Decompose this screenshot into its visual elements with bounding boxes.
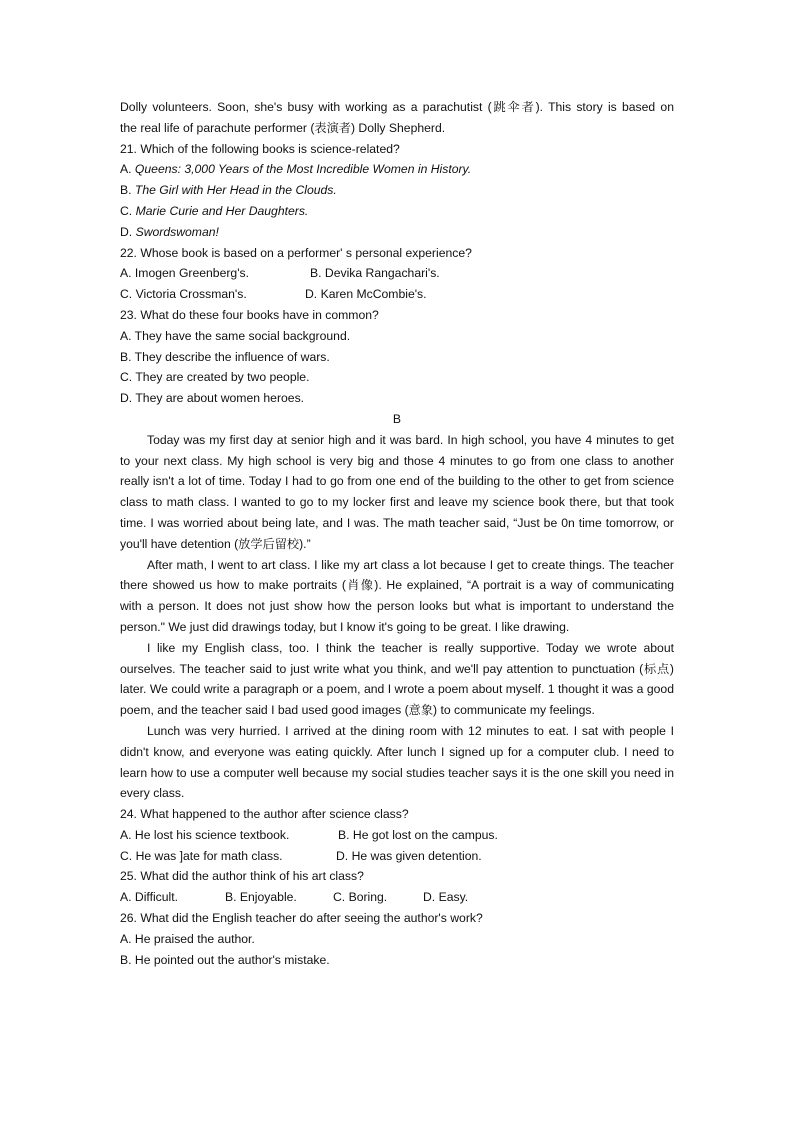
- option-a: A. They have the same social background.: [120, 328, 351, 343]
- book-title: Swordswoman!: [135, 224, 219, 239]
- option-d: D. Karen McCombie's.: [305, 287, 427, 302]
- passage-paragraph: After math, I went to art class. I like my art class a lot because I get to create things. The teacher there showed us how to make portraits (肖像). He explained, “A portrait is a way of communicating with a person. It does not just show how the person looks but what is important to understand the person." We just did drawings today, but I know it's going to be great. I like drawing.: [120, 557, 674, 634]
- options-row: [120, 825, 674, 846]
- option-c: C. Victoria Crossman's.: [120, 287, 247, 302]
- question-25: [120, 866, 674, 908]
- option-label: B.: [120, 183, 135, 198]
- option-label: D.: [120, 224, 136, 239]
- options-row: [120, 846, 674, 867]
- option-d: D. Easy.: [423, 890, 469, 905]
- option-c: C. They are created by two people.: [120, 370, 310, 385]
- option-d: [120, 222, 674, 243]
- passage-paragraph: I like my English class, too. I think the teacher is really supportive. Today we wrote about ourselves. The teacher said to just write what you think, and we'll pay attention to punctuation (标点) later. We could write a paragraph or a poem, and I wrote a poem about myself. 1 thought it was a good poem, and the teacher said I bad used good images (意象) to communicate my feelings.: [120, 640, 674, 718]
- option-a: A. Imogen Greenberg's.: [120, 266, 250, 281]
- question-text: 22. Whose book is based on a performer' s personal experience?: [120, 245, 472, 260]
- question-text: 25. What did the author think of his art class?: [120, 869, 364, 884]
- question-22: [120, 243, 674, 305]
- option-b: B. He pointed out the author's mistake.: [120, 952, 330, 967]
- option-b: B. Devika Rangachari's.: [310, 266, 440, 281]
- options-row: [120, 284, 674, 305]
- question-24: [120, 804, 674, 866]
- option-label: C.: [120, 203, 136, 218]
- section-b: [120, 409, 674, 804]
- section-heading: B: [392, 411, 402, 426]
- option-b: B. They describe the influence of wars.: [120, 349, 330, 364]
- intro-line: the real life of parachute performer (表演者) Dolly Shepherd.: [120, 120, 446, 135]
- option-a: A. He praised the author.: [120, 931, 255, 946]
- question-text: 24. What happened to the author after science class?: [120, 807, 409, 822]
- book-title: The Girl with Her Head in the Clouds.: [134, 183, 337, 198]
- option-label: A.: [120, 162, 135, 177]
- option-a: A. Difficult.: [120, 890, 179, 905]
- option-c: [120, 201, 674, 222]
- options-row: [120, 887, 674, 908]
- option-b: B. Enjoyable.: [225, 890, 297, 905]
- passage-paragraph: Lunch was very hurried. I arrived at the dining room with 12 minutes to eat. I sat with people I didn't know, and everyone was eating quickly. After lunch I signed up for a computer club. I need to learn how to use a computer well because my social studies teacher says it is the one skill you need in every class.: [120, 723, 674, 801]
- option-b: B. He got lost on the campus.: [338, 827, 498, 842]
- option-c: C. He was ]ate for math class.: [120, 848, 283, 863]
- option-d: D. They are about women heroes.: [120, 391, 305, 406]
- question-text: 26. What did the English teacher do after seeing the author's work?: [120, 911, 483, 926]
- option-c: C. Boring.: [333, 890, 388, 905]
- question-text: 21. Which of the following books is science-related?: [120, 141, 400, 156]
- intro-line: Dolly volunteers. Soon, she's busy with working as a parachutist (跳伞者). This story is based on: [120, 100, 674, 114]
- question-text: 23. What do these four books have in common?: [120, 307, 379, 322]
- document-page: [120, 97, 674, 970]
- options-row: [120, 263, 674, 284]
- option-d: D. He was given detention.: [336, 848, 482, 863]
- book-title: Queens: 3,000 Years of the Most Incredible Women in History.: [134, 162, 472, 177]
- option-a: [120, 159, 674, 180]
- question-26: [120, 908, 674, 970]
- intro-text: [120, 97, 674, 139]
- question-23: [120, 305, 674, 409]
- option-a: A. He lost his science textbook.: [120, 827, 290, 842]
- book-title: Marie Curie and Her Daughters.: [135, 203, 309, 218]
- question-21: [120, 139, 674, 243]
- option-b: [120, 180, 674, 201]
- passage-paragraph: Today was my first day at senior high and it was bard. In high school, you have 4 minutes to get to your next class. My high school is very big and those 4 minutes to go from one class to another really isn't a lot of time. Today I had to go from one end of the building to the other to get from science class to math class. I wanted to go to my locker first and leave my science book there, but that took time. I was worried about being late, and I was. The math teacher said, “Just be 0n time tomorrow, or you'll have detention (放学后留校).”: [120, 432, 674, 551]
